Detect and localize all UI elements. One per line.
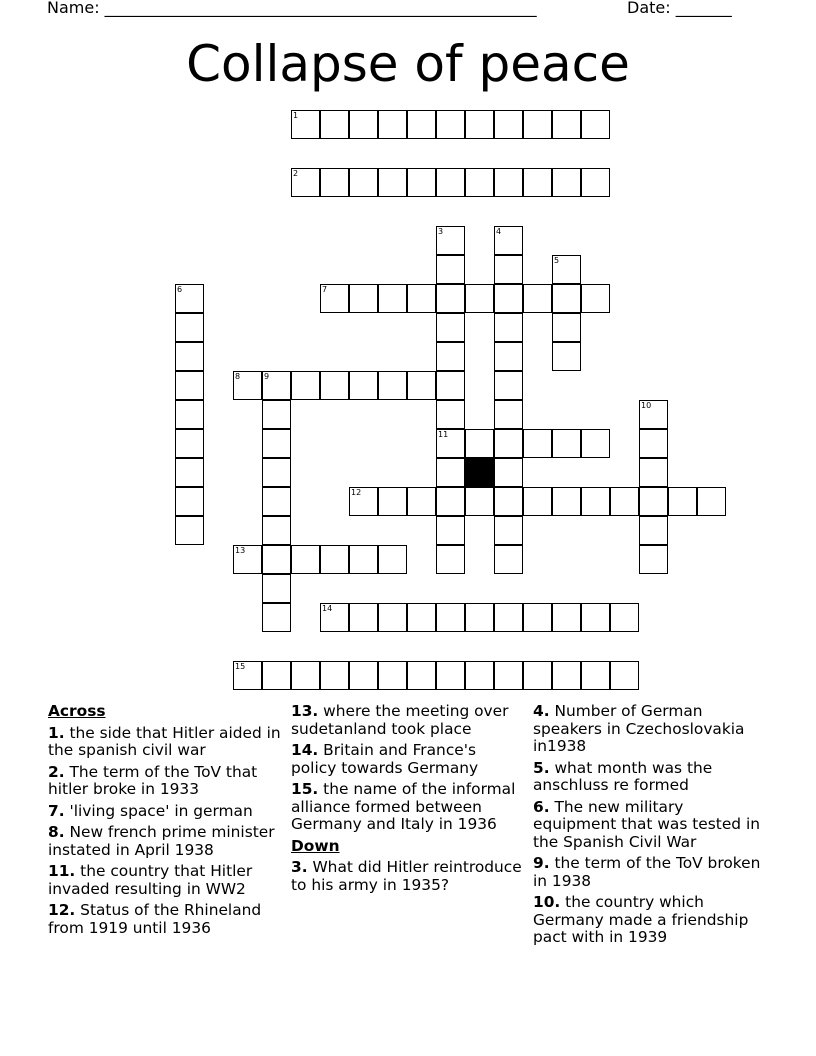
clue-text: the country that Hitler invaded resulting in WW2 [48, 862, 253, 898]
grid-cell[interactable] [639, 516, 668, 545]
grid-cell[interactable] [262, 574, 291, 603]
grid-cell[interactable] [465, 487, 494, 516]
grid-cell[interactable] [175, 342, 204, 371]
grid-cell[interactable] [465, 284, 494, 313]
grid-cell[interactable] [494, 110, 523, 139]
cell-number: 5 [554, 256, 560, 265]
clue-number: 15. [291, 780, 319, 798]
grid-cell[interactable] [262, 458, 291, 487]
clue-text: Status of the Rhineland from 1919 until 1936 [48, 901, 262, 937]
grid-cell[interactable] [175, 516, 204, 545]
clue-text: the term of the ToV broken in 1938 [533, 854, 761, 890]
clue-across-14 [291, 742, 523, 777]
grid-cell[interactable] [494, 255, 523, 284]
clues-column-3 [533, 703, 768, 951]
grid-cell[interactable] [465, 168, 494, 197]
grid-cell[interactable] [320, 661, 349, 690]
grid-cell[interactable] [378, 371, 407, 400]
grid-cell[interactable] [523, 487, 552, 516]
grid-cell[interactable] [436, 603, 465, 632]
clue-number: 10. [533, 893, 561, 911]
grid-cell[interactable] [639, 400, 668, 429]
grid-cell[interactable] [262, 487, 291, 516]
clue-down-10 [533, 894, 768, 947]
grid-cell[interactable] [523, 110, 552, 139]
grid-cell[interactable] [378, 545, 407, 574]
grid-cell[interactable] [610, 661, 639, 690]
grid-cell[interactable] [291, 545, 320, 574]
grid-cell[interactable] [581, 168, 610, 197]
cell-number: 14 [322, 604, 333, 613]
grid-cell[interactable] [465, 661, 494, 690]
clue-text: The new military equipment that was tested in the Spanish Civil War [533, 797, 760, 851]
clue-text: what month was the anschluss re formed [533, 758, 713, 794]
clue-number: 5. [533, 758, 550, 777]
grid-cell[interactable] [407, 661, 436, 690]
grid-cell[interactable] [581, 110, 610, 139]
grid-cell[interactable] [262, 429, 291, 458]
grid-cell[interactable] [697, 487, 726, 516]
clue-down-6 [533, 799, 768, 852]
grid-cell[interactable] [494, 313, 523, 342]
grid-cell[interactable] [552, 168, 581, 197]
grid-cell[interactable] [494, 487, 523, 516]
grid-cell[interactable] [552, 342, 581, 371]
grid-cell[interactable] [494, 342, 523, 371]
clue-down-3 [291, 859, 523, 894]
grid-cell[interactable] [378, 284, 407, 313]
grid-cell[interactable] [494, 226, 523, 255]
clue-across-13 [291, 703, 523, 738]
grid-cell[interactable] [436, 313, 465, 342]
grid-cell[interactable] [349, 661, 378, 690]
clue-down-9 [533, 855, 768, 890]
cell-number: 2 [293, 169, 299, 178]
clue-text: 'living space' in german [69, 801, 253, 820]
grid-cell[interactable] [436, 661, 465, 690]
grid-cell[interactable] [436, 516, 465, 545]
cell-number: 11 [438, 430, 449, 439]
grid-cell[interactable] [639, 545, 668, 574]
clue-across-11 [48, 863, 288, 898]
grid-cell[interactable] [378, 110, 407, 139]
grid-cell[interactable] [436, 545, 465, 574]
grid-cell[interactable] [407, 168, 436, 197]
clue-text: Britain and France's policy towards Germany [291, 741, 479, 777]
clue-down-5 [533, 760, 768, 795]
grid-cell[interactable] [378, 487, 407, 516]
grid-cell[interactable] [378, 661, 407, 690]
grid-cell[interactable] [262, 400, 291, 429]
grid-cell[interactable] [494, 603, 523, 632]
clue-across-12 [48, 902, 288, 937]
grid-cell[interactable] [175, 458, 204, 487]
grid-cell[interactable] [465, 429, 494, 458]
grid-cell[interactable] [523, 284, 552, 313]
down-heading: Down [291, 836, 340, 855]
grid-cell[interactable] [175, 400, 204, 429]
grid-cell[interactable] [668, 487, 697, 516]
clues-column-1 [48, 703, 288, 941]
grid-cell[interactable] [291, 168, 320, 197]
grid-cell[interactable] [436, 458, 465, 487]
across-heading: Across [48, 702, 106, 720]
cell-number: 15 [235, 662, 246, 671]
clue-text: the name of the informal alliance formed between Germany and Italy in 1936 [291, 780, 516, 833]
grid-cell[interactable] [436, 429, 465, 458]
grid-cell[interactable] [233, 371, 262, 400]
grid-cell[interactable] [349, 545, 378, 574]
grid-cell[interactable] [378, 168, 407, 197]
grid-cell[interactable] [523, 661, 552, 690]
clue-number: 8. [48, 823, 65, 841]
clue-text: the side that Hitler aided in the spanish civil war [48, 723, 281, 759]
grid-cell[interactable] [436, 226, 465, 255]
grid-cell[interactable] [407, 110, 436, 139]
grid-cell[interactable] [494, 284, 523, 313]
grid-cell[interactable] [349, 603, 378, 632]
clues-column-2 [291, 703, 523, 898]
grid-cell[interactable] [610, 487, 639, 516]
grid-cell[interactable] [233, 545, 262, 574]
grid-cell[interactable] [436, 255, 465, 284]
clue-across-2 [48, 764, 288, 799]
grid-cell[interactable] [233, 661, 262, 690]
cell-number: 7 [322, 285, 328, 294]
grid-cell[interactable] [175, 284, 204, 313]
clue-number: 13. [291, 702, 319, 720]
clue-number: 2. [48, 762, 65, 781]
clue-number: 3. [291, 858, 308, 876]
grid-cell[interactable] [175, 487, 204, 516]
grid-cell[interactable] [494, 516, 523, 545]
clue-number: 7. [48, 801, 65, 820]
grid-cell[interactable] [291, 110, 320, 139]
grid-cell[interactable] [465, 603, 494, 632]
date-field[interactable]: Date: _______ [627, 0, 732, 17]
grid-cell[interactable] [610, 603, 639, 632]
grid-cell[interactable] [175, 429, 204, 458]
grid-cell[interactable] [436, 400, 465, 429]
clue-number: 11. [48, 862, 76, 880]
grid-cell[interactable] [552, 110, 581, 139]
grid-cell[interactable] [523, 603, 552, 632]
clue-number: 14. [291, 741, 319, 759]
grid-block-cell [465, 458, 494, 487]
grid-cell[interactable] [320, 371, 349, 400]
grid-cell[interactable] [581, 603, 610, 632]
grid-cell[interactable] [581, 429, 610, 458]
grid-cell[interactable] [436, 284, 465, 313]
cell-number: 1 [293, 111, 299, 120]
clue-text: New french prime minister instated in April 1938 [48, 823, 275, 859]
grid-cell[interactable] [581, 284, 610, 313]
grid-cell[interactable] [262, 371, 291, 400]
grid-cell[interactable] [262, 661, 291, 690]
grid-cell[interactable] [494, 458, 523, 487]
grid-cell[interactable] [465, 110, 494, 139]
grid-cell[interactable] [552, 487, 581, 516]
clue-down-4 [533, 703, 768, 756]
clue-across-8 [48, 824, 288, 859]
clue-text: where the meeting over sudetanland took place [291, 702, 509, 738]
grid-cell[interactable] [436, 168, 465, 197]
cell-number: 4 [496, 227, 502, 236]
grid-cell[interactable] [494, 371, 523, 400]
grid-cell[interactable] [349, 168, 378, 197]
grid-cell[interactable] [494, 429, 523, 458]
grid-cell[interactable] [320, 168, 349, 197]
clue-text: Number of German speakers in Czechoslovakia in1938 [533, 702, 745, 755]
clue-number: 9. [533, 854, 550, 872]
clue-number: 1. [48, 723, 65, 742]
grid-cell[interactable] [407, 284, 436, 313]
clue-across-7 [48, 803, 288, 821]
grid-cell[interactable] [494, 661, 523, 690]
grid-cell[interactable] [407, 371, 436, 400]
grid-cell[interactable] [581, 661, 610, 690]
page-title: Collapse of peace [186, 35, 630, 93]
grid-cell[interactable] [262, 545, 291, 574]
clue-number: 4. [533, 702, 550, 720]
cell-number: 6 [177, 285, 183, 294]
grid-cell[interactable] [639, 487, 668, 516]
grid-cell[interactable] [262, 516, 291, 545]
grid-cell[interactable] [291, 661, 320, 690]
grid-cell[interactable] [523, 168, 552, 197]
grid-cell[interactable] [581, 487, 610, 516]
grid-cell[interactable] [378, 603, 407, 632]
grid-cell[interactable] [291, 371, 320, 400]
name-field[interactable]: Name: ______________________________________________________ [47, 0, 537, 17]
grid-cell[interactable] [349, 371, 378, 400]
grid-cell[interactable] [320, 110, 349, 139]
grid-cell[interactable] [494, 400, 523, 429]
clue-across-15 [291, 781, 523, 834]
grid-cell[interactable] [552, 661, 581, 690]
grid-cell[interactable] [320, 284, 349, 313]
grid-cell[interactable] [523, 429, 552, 458]
grid-cell[interactable] [552, 603, 581, 632]
clue-number: 12. [48, 901, 76, 919]
grid-cell[interactable] [175, 313, 204, 342]
grid-cell[interactable] [349, 110, 378, 139]
cell-number: 10 [641, 401, 652, 410]
clue-number: 6. [533, 797, 550, 816]
grid-cell[interactable] [494, 168, 523, 197]
grid-cell[interactable] [436, 487, 465, 516]
grid-cell[interactable] [175, 371, 204, 400]
grid-cell[interactable] [552, 429, 581, 458]
grid-cell[interactable] [552, 284, 581, 313]
grid-cell[interactable] [552, 313, 581, 342]
grid-cell[interactable] [320, 545, 349, 574]
grid-cell[interactable] [436, 371, 465, 400]
clue-text: the country which Germany made a friendship pact with in 1939 [533, 893, 749, 946]
clue-text: The term of the ToV that hitler broke in 1933 [48, 762, 258, 798]
grid-cell[interactable] [436, 110, 465, 139]
grid-cell[interactable] [552, 255, 581, 284]
grid-cell[interactable] [407, 487, 436, 516]
grid-cell[interactable] [494, 545, 523, 574]
grid-cell[interactable] [349, 487, 378, 516]
grid-cell[interactable] [436, 342, 465, 371]
cell-number: 12 [351, 488, 362, 497]
grid-cell[interactable] [639, 429, 668, 458]
clue-across-1 [48, 725, 288, 760]
grid-cell[interactable] [639, 458, 668, 487]
grid-cell[interactable] [320, 603, 349, 632]
cell-number: 8 [235, 372, 241, 381]
grid-cell[interactable] [262, 603, 291, 632]
grid-cell[interactable] [349, 284, 378, 313]
cell-number: 3 [438, 227, 444, 236]
grid-cell[interactable] [407, 603, 436, 632]
cell-number: 9 [264, 372, 270, 381]
clue-text: What did Hitler reintroduce to his army in 1935? [291, 858, 522, 894]
cell-number: 13 [235, 546, 246, 555]
